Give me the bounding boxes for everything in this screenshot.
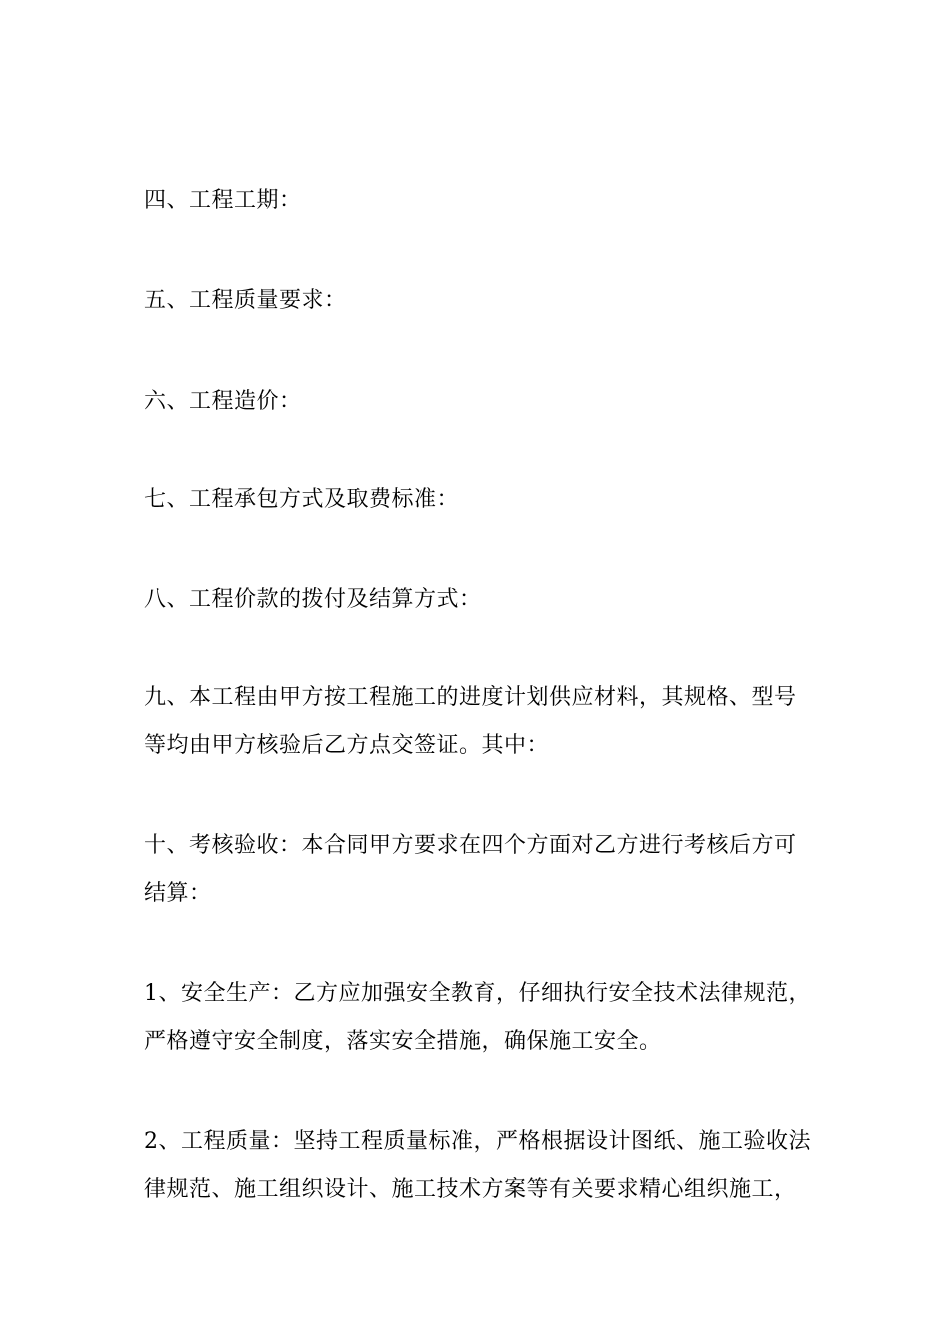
paragraph-line: 律规范、施工组织设计、施工技术方案等有关要求精心组织施工， (144, 1177, 797, 1202)
paragraph-line: 五、工程质量要求： (144, 288, 347, 313)
paragraph-line: 八、工程价款的拨付及结算方式： (144, 587, 482, 612)
paragraph-line: 四、工程工期： (144, 188, 302, 213)
clause-10-acceptance (144, 822, 814, 918)
paragraph-line: 十、考核验收：本合同甲方要求在四个方面对乙方进行考核后方可 (144, 833, 797, 858)
paragraph-line: 结算： (144, 881, 212, 906)
paragraph-line: 九、本工程由甲方按工程施工的进度计划供应材料，其规格、型号 (144, 685, 797, 710)
paragraph-line: 严格遵守安全制度，落实安全措施，确保施工安全。 (144, 1029, 662, 1054)
clause-6-cost (144, 378, 814, 426)
paragraph-line: 2、工程质量：坚持工程质量标准，严格根据设计图纸、施工验收法 (144, 1129, 811, 1154)
clause-7-contract-method (144, 476, 814, 524)
item-1-safety (144, 970, 814, 1066)
paragraph-line: 1、安全生产：乙方应加强安全教育，仔细执行安全技术法律规范， (144, 981, 811, 1006)
clause-4-duration (144, 177, 814, 225)
clause-8-payment (144, 576, 814, 624)
clause-9-materials (144, 674, 814, 770)
paragraph-line: 等均由甲方核验后乙方点交签证。其中： (144, 733, 550, 758)
item-2-quality (144, 1118, 814, 1214)
clause-5-quality-requirements (144, 277, 814, 325)
paragraph-line: 六、工程造价： (144, 389, 302, 414)
paragraph-line: 七、工程承包方式及取费标准： (144, 487, 460, 512)
